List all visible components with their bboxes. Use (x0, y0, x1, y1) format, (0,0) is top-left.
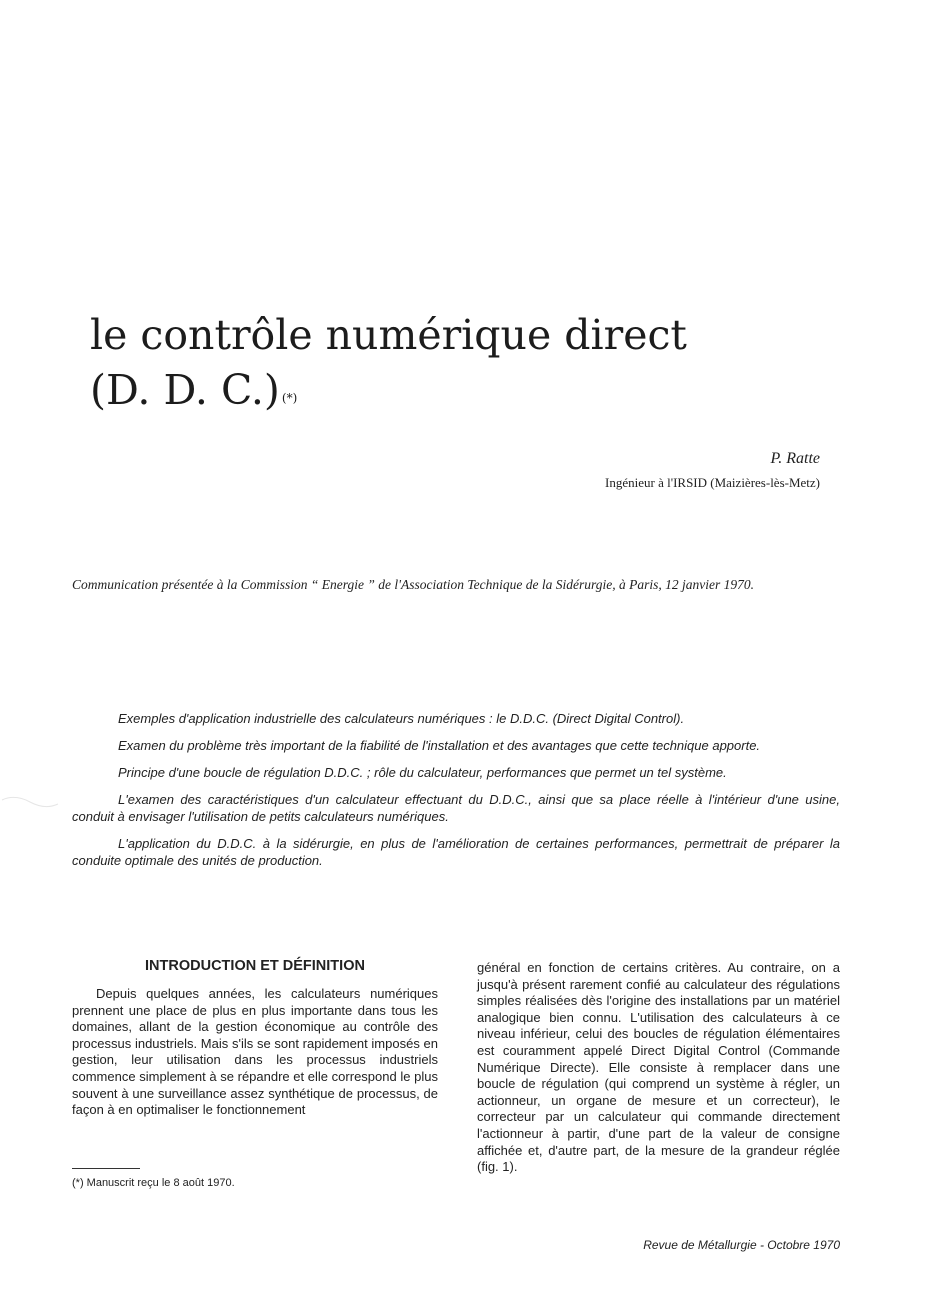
abstract (72, 710, 840, 879)
author-affiliation: Ingénieur à l'IRSID (Maizières-lès-Metz) (605, 475, 820, 490)
author-block (605, 448, 820, 493)
communication-note: Communication présentée à la Commission “ Energie ” de l'Association Technique de la Sidérurgie, à Paris, 12 janvier 1970. (72, 577, 754, 592)
body-text-left: Depuis quelques années, les calculateurs numériques prennent une place de plus en plus importante dans tous les domaines, allant de la gestion économique au contrôle des processus industriels. Mais s'ils se sont rapidement imposés en gestion, leur utilisation dans les processus industriels commence simplement à se répandre et elle correspond le plus souvent à une surveillance assez synthétique de processus, de façon à en optimaliser le fonctionnement (72, 986, 438, 1118)
abstract-paragraph: L'application du D.D.C. à la sidérurgie, en plus de l'amélioration de certaines performances, permettrait de préparer la conduite optimale des unités de production. (72, 836, 840, 868)
column-left (72, 958, 438, 1119)
abstract-paragraph: Examen du problème très important de la fiabilité de l'installation et des avantages que cette technique apporte. (118, 738, 761, 753)
author-name: P. Ratte (770, 450, 820, 467)
title-line-2: (D. D. C.) (90, 366, 280, 414)
body-text-right: général en fonction de certains critères. Au contraire, on a jusqu'à présent rarement confié au calculateur des régulations simples réalisées dès l'origine des installations par un matériel analogique bien connu. L'utilisation des calculateurs à ce niveau inférieur, celui des boucles de régulation élémentaires est couramment appelé Direct Digital Control (Commande Numérique Directe). Elle consiste à remplacer dans une boucle de régulation (qui comprend un système à régler, un actionneur, un organe de mesure et un correcteur), le correcteur par un calculateur qui commande directement l'actionneur à partir, d'une part de la valeur de consigne affichée et, d'autre part, de la mesure de la grandeur réglée (fig. 1). (477, 960, 840, 1175)
column-right (477, 960, 840, 1176)
section-heading: INTRODUCTION ET DÉFINITION (145, 958, 365, 974)
abstract-paragraph: Principe d'une boucle de régulation D.D.C. ; rôle du calculateur, performances que permet un tel système. (118, 765, 727, 780)
title-footnote-marker: (*) (281, 391, 298, 405)
running-footer: Revue de Métallurgie - Octobre 1970 (643, 1238, 840, 1252)
footnote: (*) Manuscrit reçu le 8 août 1970. (72, 1177, 235, 1189)
article-title (90, 308, 687, 418)
abstract-paragraph: L'examen des caractéristiques d'un calculateur effectuant du D.D.C., ainsi que sa place réelle à l'intérieur d'une usine, conduit à envisager l'utilisation de petits calculateurs numériques. (72, 792, 840, 824)
abstract-paragraph: Exemples d'application industrielle des calculateurs numériques : le D.D.C. (Direct Digital Control). (118, 711, 685, 726)
footnote-rule (72, 1168, 140, 1169)
scan-artifact-mark (0, 790, 60, 810)
title-line-1: le contrôle numérique direct (90, 311, 687, 359)
